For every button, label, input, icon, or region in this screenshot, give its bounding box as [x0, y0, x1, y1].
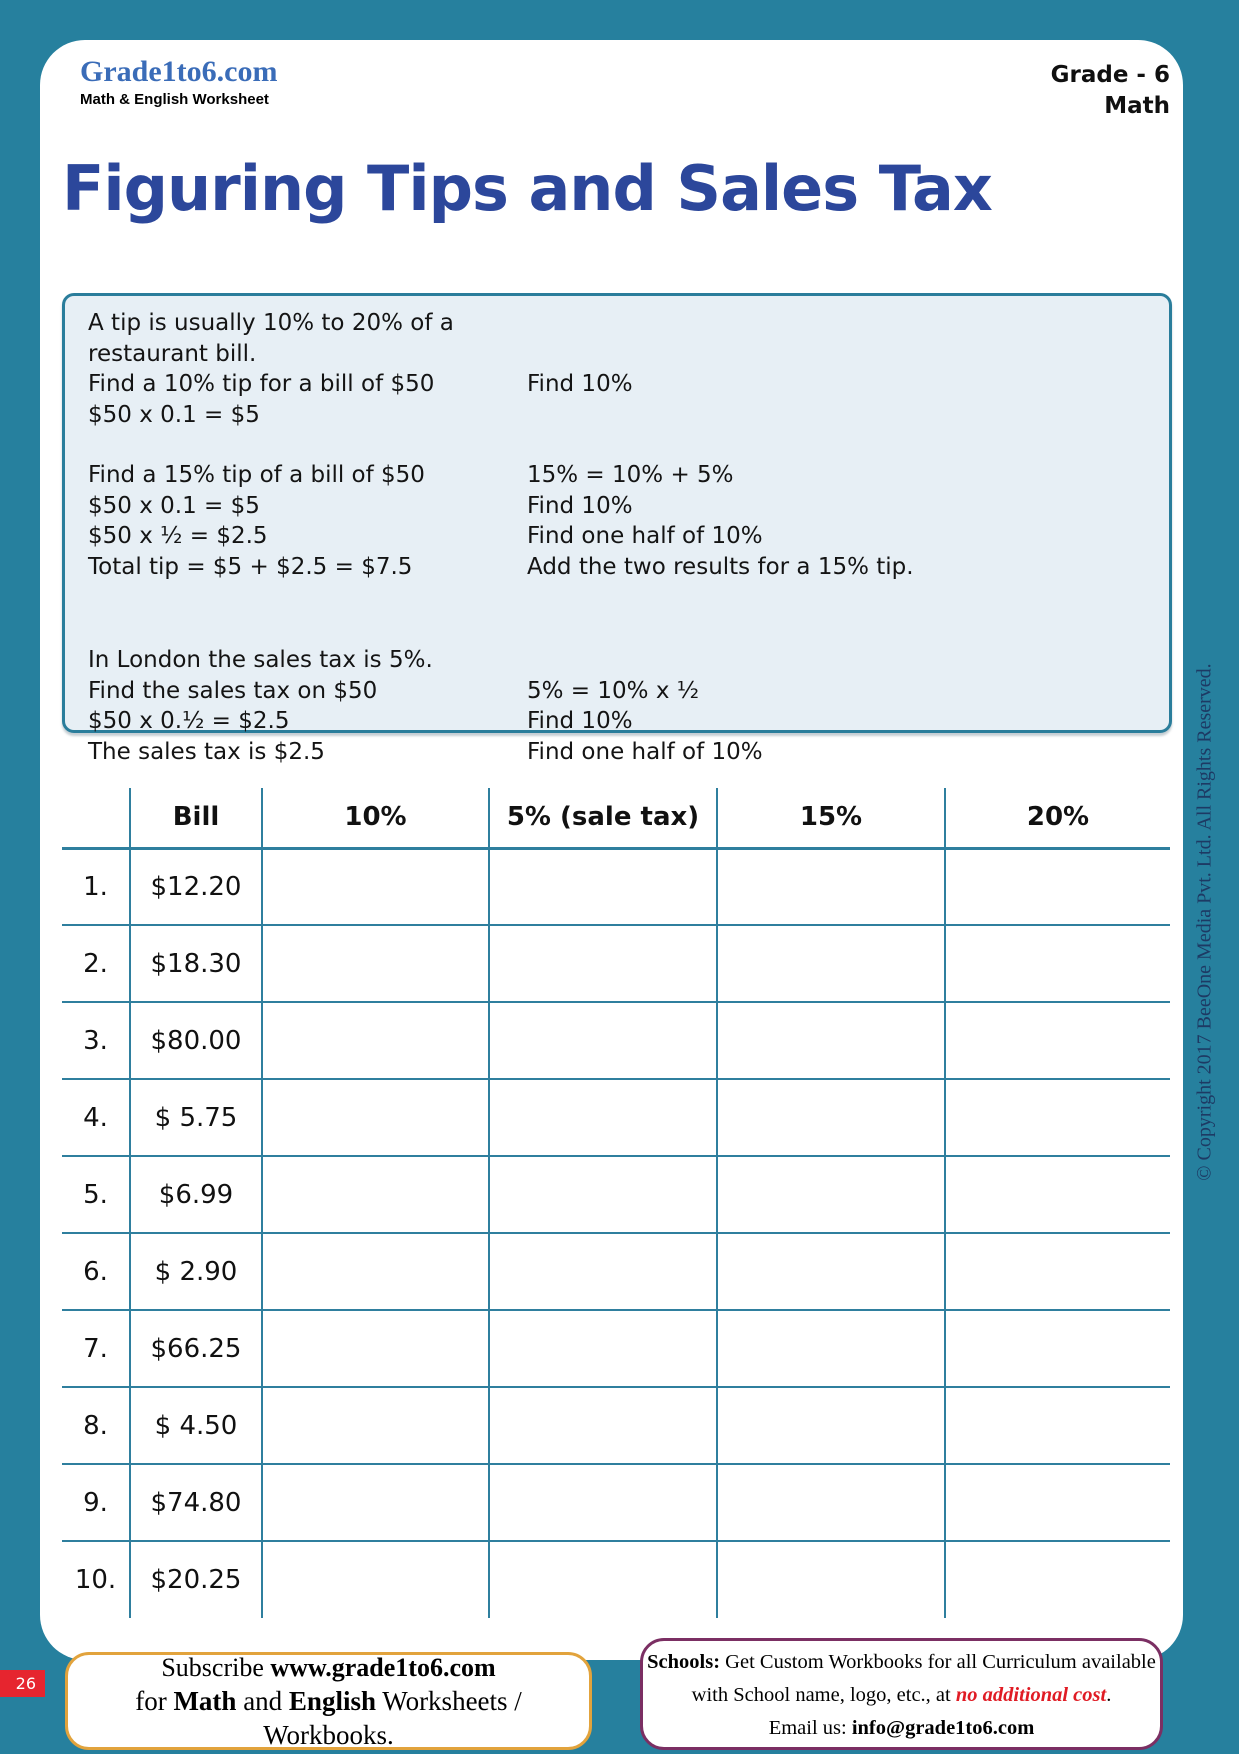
- subscribe-text: Subscribe: [161, 1652, 271, 1682]
- answer-cell: [717, 1233, 945, 1310]
- row-number: 9.: [62, 1464, 130, 1541]
- answer-cell: [489, 1387, 717, 1464]
- brand-logo[interactable]: Grade1to6.com: [80, 55, 278, 88]
- row-number: 2.: [62, 925, 130, 1002]
- answer-cell: [489, 925, 717, 1002]
- example-text-left: Total tip = $5 + $2.5 = $7.5: [88, 553, 413, 580]
- row-number: 6.: [62, 1233, 130, 1310]
- answer-cell: [262, 1310, 489, 1387]
- answer-cell: [262, 1079, 489, 1156]
- answer-cell: [945, 1079, 1170, 1156]
- answer-cell: [489, 1233, 717, 1310]
- example-line: [88, 645, 1159, 676]
- answer-cell: [489, 1310, 717, 1387]
- subject-label: Math: [1104, 93, 1170, 119]
- schools-text: with School name, logo, etc., at: [691, 1684, 956, 1706]
- column-header-bill: Bill: [130, 788, 262, 848]
- row-number: 10.: [62, 1541, 130, 1618]
- answer-cell: [945, 1233, 1170, 1310]
- answer-cell: [262, 1233, 489, 1310]
- bill-value: $20.25: [130, 1541, 262, 1618]
- table-row: [62, 1233, 1170, 1310]
- example-line: [88, 706, 1159, 737]
- bill-value: $12.20: [130, 848, 262, 925]
- example-line: [88, 521, 1159, 552]
- bill-value: $74.80: [130, 1464, 262, 1541]
- answer-cell: [945, 1464, 1170, 1541]
- schools-line2: [643, 1679, 1160, 1712]
- example-line: [88, 369, 1159, 400]
- answer-cell: [262, 1002, 489, 1079]
- example-line: [88, 400, 1159, 431]
- email-link[interactable]: info@grade1to6.com: [851, 1717, 1035, 1739]
- schools-text: .: [1106, 1684, 1112, 1706]
- subscribe-text: and: [236, 1685, 289, 1716]
- answer-cell: [262, 925, 489, 1002]
- schools-text: Get Custom Workbooks for all Curriculum available: [720, 1651, 1156, 1673]
- answer-cell: [717, 1464, 945, 1541]
- row-number: 4.: [62, 1079, 130, 1156]
- example-text-right: Find 10%: [527, 371, 633, 397]
- subscribe-text: for: [135, 1685, 174, 1716]
- worksheet-table: [62, 788, 1170, 1618]
- row-number: 1.: [62, 848, 130, 925]
- example-text-right: Find 10%: [527, 708, 633, 734]
- answer-cell: [262, 1464, 489, 1541]
- example-text-right: 5% = 10% x ½: [527, 677, 700, 704]
- subscribe-math-label: Math: [173, 1685, 237, 1716]
- example-line: [88, 491, 1159, 522]
- subscribe-line1: [68, 1651, 589, 1684]
- row-number: 8.: [62, 1387, 130, 1464]
- example-text-right: Find 10%: [527, 492, 633, 519]
- answer-cell: [489, 1156, 717, 1233]
- example-text-right: Add the two results for a 15% tip.: [527, 553, 914, 580]
- answer-cell: [262, 1541, 489, 1618]
- example-text-left: In London the sales tax is 5%.: [88, 647, 433, 673]
- example-text-left: Find the sales tax on $50: [88, 677, 378, 704]
- answer-cell: [717, 1310, 945, 1387]
- spacer: [88, 582, 1159, 645]
- row-number: 7.: [62, 1310, 130, 1387]
- brand-block: [80, 55, 277, 108]
- bill-value: $ 5.75: [130, 1079, 262, 1156]
- bill-value: $ 4.50: [130, 1387, 262, 1464]
- grade-subject-block: [1051, 60, 1170, 122]
- example-text-left: $50 x 0.1 = $5: [88, 401, 260, 428]
- column-header-20pct: 20%: [945, 788, 1170, 848]
- table-row: [62, 1541, 1170, 1618]
- answer-cell: [717, 848, 945, 925]
- example-text-left: $50 x ½ = $2.5: [88, 523, 268, 549]
- example-text-right: 15% = 10% + 5%: [527, 462, 734, 488]
- example-text-left: Find a 10% tip for a bill of $50: [88, 371, 435, 397]
- answer-cell: [945, 1541, 1170, 1618]
- answer-cell: [262, 1156, 489, 1233]
- bill-value: $18.30: [130, 925, 262, 1002]
- row-number: 3.: [62, 1002, 130, 1079]
- answer-cell: [717, 1079, 945, 1156]
- example-text-right: [527, 400, 1159, 431]
- example-line: [88, 460, 1159, 491]
- table-row: [62, 1156, 1170, 1233]
- answer-cell: [945, 1310, 1170, 1387]
- answer-cell: [489, 848, 717, 925]
- answer-cell: [717, 1002, 945, 1079]
- table-row: [62, 1079, 1170, 1156]
- answer-cell: [489, 1464, 717, 1541]
- example-line: [88, 737, 1159, 768]
- subscribe-url-link[interactable]: www.grade1to6.com: [270, 1652, 496, 1682]
- column-header-5pct: 5% (sale tax): [489, 788, 717, 848]
- schools-box: [640, 1638, 1163, 1750]
- answer-cell: [489, 1079, 717, 1156]
- answer-cell: [262, 1387, 489, 1464]
- answer-cell: [262, 848, 489, 925]
- example-line: [88, 676, 1159, 707]
- example-text-right: [527, 645, 1159, 676]
- no-additional-cost-highlight: no additional cost: [955, 1684, 1107, 1706]
- schools-line3: [643, 1712, 1160, 1745]
- answer-cell: [945, 1156, 1170, 1233]
- table-row: [62, 848, 1170, 925]
- example-text-right: Find one half of 10%: [527, 523, 763, 549]
- answer-cell: [945, 1002, 1170, 1079]
- answer-cell: [717, 1156, 945, 1233]
- table-row: [62, 1310, 1170, 1387]
- examples-box: [62, 293, 1172, 765]
- column-header-10pct: 10%: [262, 788, 489, 848]
- subscribe-line2: [68, 1684, 589, 1752]
- answer-cell: [489, 1541, 717, 1618]
- brand-tagline: Math & English Worksheet: [80, 91, 269, 108]
- table-row: [62, 1464, 1170, 1541]
- subscribe-text: Worksheets / Workbooks.: [263, 1685, 522, 1750]
- page-title: Figuring Tips and Sales Tax: [62, 152, 992, 225]
- table-row: [62, 925, 1170, 1002]
- example-text-right: [527, 308, 1159, 369]
- example-line: [88, 308, 1159, 369]
- bill-value: $66.25: [130, 1310, 262, 1387]
- table-row: [62, 1387, 1170, 1464]
- column-header-number: [62, 788, 130, 848]
- answer-cell: [945, 925, 1170, 1002]
- grade-label: Grade - 6: [1050, 62, 1170, 88]
- subscribe-english-label: English: [288, 1685, 376, 1716]
- bill-value: $6.99: [130, 1156, 262, 1233]
- bill-value: $ 2.90: [130, 1233, 262, 1310]
- example-text-left: Find a 15% tip of a bill of $50: [88, 462, 425, 488]
- example-text-left: $50 x 0.½ = $2.5: [88, 708, 290, 734]
- bill-value: $80.00: [130, 1002, 262, 1079]
- copyright-notice: © Copyright 2017 BeeOne Media Pvt. Ltd. All Rights Reserved.: [1193, 663, 1216, 1181]
- example-text-left: A tip is usually 10% to 20% of a restaurant bill.: [88, 310, 454, 367]
- example-text-left: $50 x 0.1 = $5: [88, 492, 260, 519]
- answer-cell: [717, 925, 945, 1002]
- row-number: 5.: [62, 1156, 130, 1233]
- answer-cell: [945, 848, 1170, 925]
- table-row: [62, 1002, 1170, 1079]
- schools-line1: [643, 1646, 1160, 1679]
- table-header-row: [62, 788, 1170, 848]
- answer-cell: [717, 1387, 945, 1464]
- page-number-badge: 26: [0, 1670, 45, 1697]
- subscribe-box: [65, 1652, 592, 1750]
- column-header-15pct: 15%: [717, 788, 945, 848]
- spacer: [88, 430, 1159, 460]
- example-text-left: The sales tax is $2.5: [88, 738, 325, 765]
- email-label: Email us:: [768, 1717, 852, 1739]
- example-text-right: Find one half of 10%: [527, 738, 763, 765]
- example-line: [88, 552, 1159, 583]
- answer-cell: [489, 1002, 717, 1079]
- schools-label: Schools:: [647, 1651, 721, 1673]
- answer-cell: [717, 1541, 945, 1618]
- answer-cell: [945, 1387, 1170, 1464]
